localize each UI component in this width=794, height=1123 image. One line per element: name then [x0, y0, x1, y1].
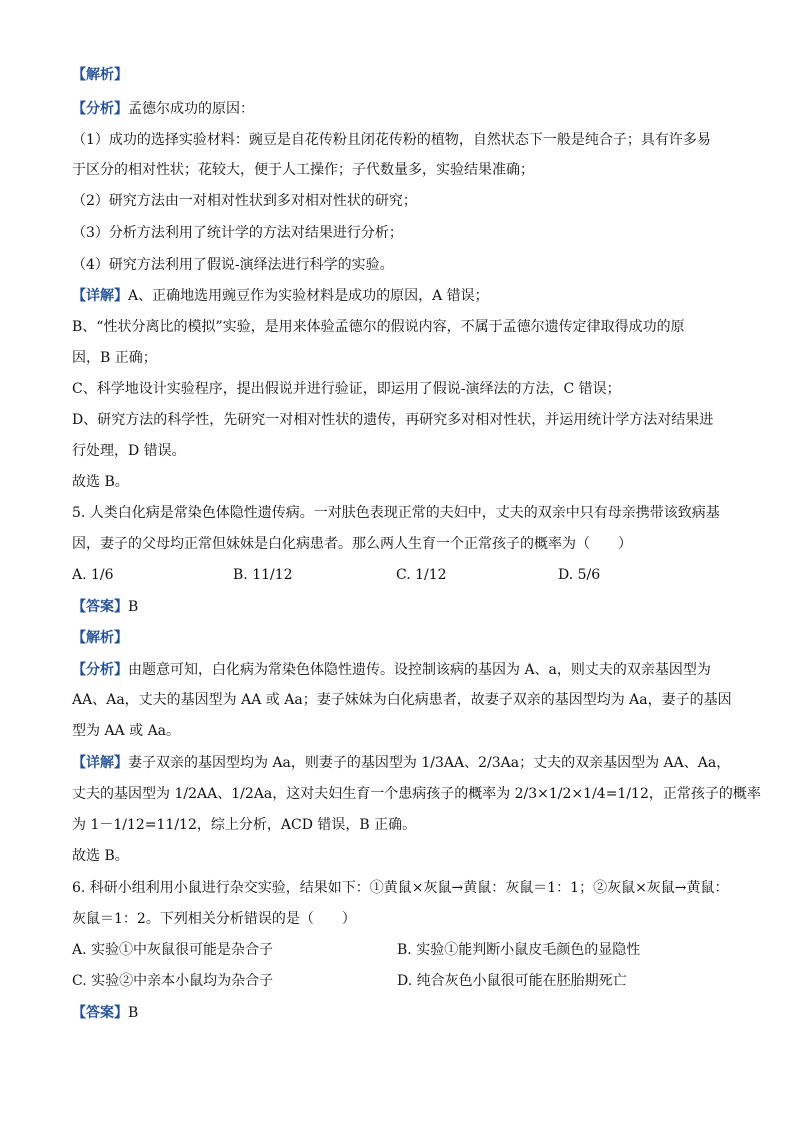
text-line: 故选 B。: [72, 474, 129, 490]
text-line: 【分析】孟德尔成功的原因：: [72, 101, 254, 117]
text-line: 行处理，D 错误。: [72, 443, 186, 459]
text-line: 丈夫的基因型为 1/2AA、1/2Aa，这对夫妇生育一个患病孩子的概率为 2/3×1/2×1/4=1/12，正常孩子的概率: [72, 786, 761, 802]
analysis-heading: 【解析】: [72, 67, 128, 83]
q5-option-b: B. 11/12: [233, 567, 293, 583]
question-5-stem: 因，妻子的父母均正常但妹妹是白化病患者。那么两人生育一个正常孩子的概率为（ ）: [72, 536, 632, 552]
text-line: 于区分的相对性状；花较大，便于人工操作；子代数量多，实验结果准确；: [72, 162, 534, 178]
text-line: 型为 AA 或 Aa。: [72, 723, 181, 739]
text-line: （1）成功的选择实验材料：豌豆是自花传粉且闭花传粉的植物，自然状态下一般是纯合子；具有许多易: [72, 132, 711, 148]
text-line: D、研究方法的科学性，先研究一对相对性状的遗传，再研究多对相对性状，并运用统计学方法对结果进: [72, 412, 714, 428]
answer-line: 【答案】B: [72, 599, 139, 615]
text-line: 【详解】妻子双亲的基因型均为 Aa，则妻子的基因型为 1/3AA、2/3Aa；丈夫的双亲基因型为 AA、Aa，: [72, 755, 731, 771]
text-line: （2）研究方法由一对相对性状到多对相对性状的研究；: [72, 193, 417, 209]
analysis-heading: 【解析】: [72, 630, 128, 646]
q6-option-a: A. 实验①中灰鼠很可能是杂合子: [72, 942, 274, 958]
text-line: （4）研究方法利用了假说-演绎法进行科学的实验。: [72, 257, 394, 273]
text-line: C、科学地设计实验程序，提出假说并进行验证，即运用了假说-演绎法的方法，C 错误；: [72, 381, 621, 397]
text-line: 【分析】由题意可知，白化病为常染色体隐性遗传。设控制该病的基因为 A、a，则丈夫的双亲基因型为: [72, 662, 711, 678]
question-6-stem: 6. 科研小组利用小鼠进行杂交实验，结果如下：①黄鼠×灰鼠→黄鼠：灰鼠＝1：1；②灰鼠×灰鼠→黄鼠：: [72, 880, 729, 896]
text-line: 因，B 正确；: [72, 350, 157, 366]
answer-line: 【答案】B: [72, 1005, 139, 1021]
text-line: 为 1－1/12=11/12，综上分析，ACD 错误，B 正确。: [72, 817, 417, 833]
question-6-stem: 灰鼠＝1：2。下列相关分析错误的是（ ）: [72, 911, 356, 927]
text-line: （3）分析方法利用了统计学的方法对结果进行分析；: [72, 225, 403, 241]
q6-option-c: C. 实验②中亲本小鼠均为杂合子: [72, 973, 274, 989]
q5-option-c: C. 1/12: [396, 567, 447, 583]
q5-option-a: A. 1/6: [72, 567, 114, 583]
q6-option-b: B. 实验①能判断小鼠皮毛颜色的显隐性: [397, 942, 641, 958]
text-line: AA、Aa，丈夫的基因型为 AA 或 Aa；妻子妹妹为白化病患者，故妻子双亲的基因型均为 Aa，妻子的基因: [72, 692, 732, 708]
text-line: B、“性状分离比的模拟”实验，是用来体验孟德尔的假说内容，不属于孟德尔遗传定律取得成功的原: [72, 319, 685, 335]
q5-option-d: D. 5/6: [558, 567, 601, 583]
text-line: 故选 B。: [72, 848, 129, 864]
question-5-stem: 5. 人类白化病是常染色体隐性遗传病。一对肤色表现正常的夫妇中，丈夫的双亲中只有母亲携带该致病基: [72, 505, 720, 521]
q6-option-d: D. 纯合灰色小鼠很可能在胚胎期死亡: [397, 973, 627, 989]
text-line: 【详解】A、正确地选用豌豆作为实验材料是成功的原因，A 错误；: [72, 288, 489, 304]
